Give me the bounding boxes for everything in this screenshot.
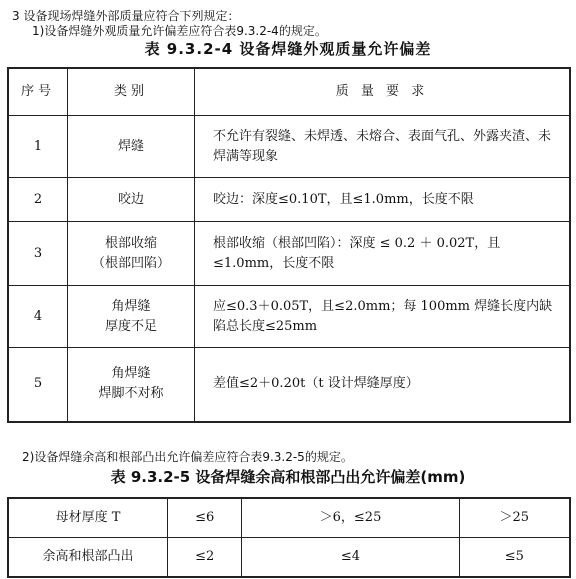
row-requirement: 咬边：深度≤0.10T，且≤1.0mm，长度不限 <box>195 178 571 222</box>
table-9-3-2-4-caption: 表 9.3.2-4 设备焊缝外观质量允许偏差 <box>144 40 432 58</box>
table-row <box>8 348 570 422</box>
row-category-line2: （根部凹陷） <box>91 255 170 271</box>
table-row <box>8 222 570 286</box>
table-cell: ≤5 <box>459 538 570 578</box>
table-9-3-2-5-caption: 表 9.3.2-5 设备焊缝余高和根部凸出允许偏差(mm) <box>110 468 466 486</box>
row-category: 咬边 <box>68 178 195 222</box>
header-category: 类别 <box>68 68 195 116</box>
row-category-line1: 角焊缝 <box>111 298 151 314</box>
clause-2-text: 2)设备焊缝余高和根部凸出允许偏差应符合表9.3.2-5的规定。 <box>22 450 353 464</box>
weld-reinforcement-table <box>7 497 571 578</box>
row-number: 3 <box>8 222 68 286</box>
row-number: 2 <box>8 178 68 222</box>
reinforcement-label: 余高和根部凸出 <box>8 538 168 578</box>
table-row <box>8 498 570 538</box>
clause-3-text: 3 设备现场焊缝外部质量应符合下列规定： <box>12 9 240 23</box>
header-requirement: 质 量 要 求 <box>195 68 571 116</box>
row-number: 1 <box>8 116 68 178</box>
clause-1-text: 1)设备焊缝外观质量允许偏差应符合表9.3.2-4的规定。 <box>32 24 327 38</box>
row-requirement: 应≤0.3＋0.05T，且≤2.0mm；每 100mm 焊缝长度内缺陷总长度≤25mm <box>195 286 571 348</box>
row-number: 4 <box>8 286 68 348</box>
row-category-line1: 角焊缝 <box>111 366 151 382</box>
table-row <box>8 178 570 222</box>
table-cell: ＞25 <box>459 498 570 538</box>
table-row <box>8 116 570 178</box>
row-requirement: 不允许有裂缝、未焊透、未熔合、表面气孔、外露夹渣、未焊满等现象 <box>195 116 571 178</box>
row-requirement: 根部收缩（根部凹陷）：深度 ≤ 0.2 ＋ 0.02T，且≤1.0mm，长度不限 <box>195 222 571 286</box>
weld-appearance-table <box>7 67 571 423</box>
table-cell: ＞6，≤25 <box>242 498 459 538</box>
table-cell: ≤6 <box>168 498 242 538</box>
row-category: 焊缝 <box>68 116 195 178</box>
row-category <box>68 222 195 286</box>
row-category-line1: 根部收缩 <box>104 235 157 251</box>
table-cell: ≤4 <box>242 538 459 578</box>
header-number: 序号 <box>8 68 68 116</box>
table-cell: ≤2 <box>168 538 242 578</box>
base-metal-thickness-label: 母材厚度 T <box>8 498 168 538</box>
table-row <box>8 538 570 578</box>
row-category-line2: 焊脚不对称 <box>98 386 164 402</box>
row-requirement: 差值≤2＋0.20t（t 设计焊缝厚度） <box>195 348 571 422</box>
table-row <box>8 286 570 348</box>
row-number: 5 <box>8 348 68 422</box>
row-category <box>68 286 195 348</box>
row-category <box>68 348 195 422</box>
row-category-line2: 厚度不足 <box>104 318 157 334</box>
table-header-row <box>8 68 570 116</box>
